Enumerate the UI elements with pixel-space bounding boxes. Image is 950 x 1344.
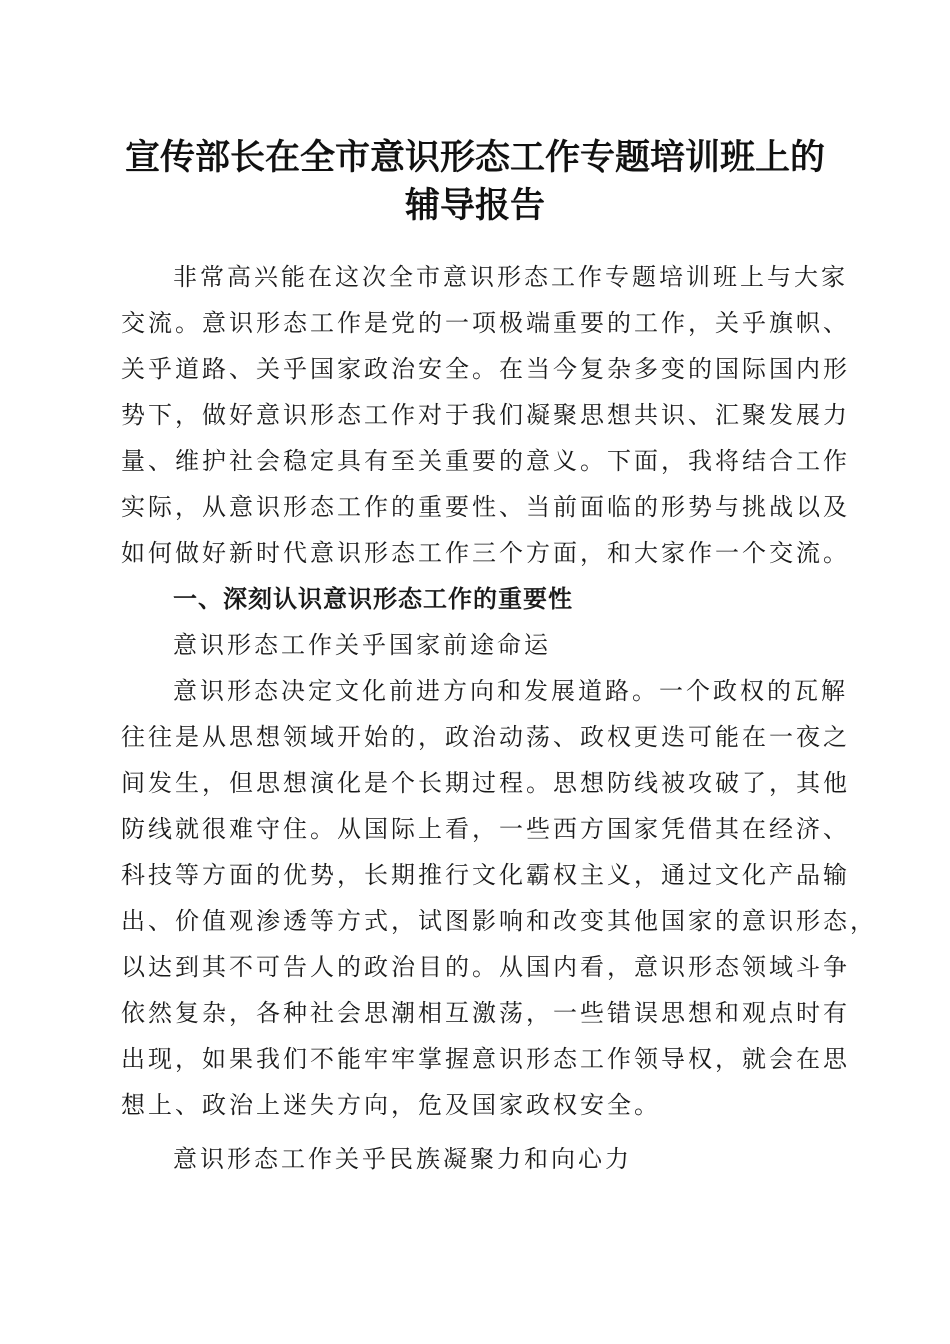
paragraph-line: 势下，做好意识形态工作对于我们凝聚思想共识、汇聚发展力 xyxy=(121,401,850,429)
paragraph-line: 科技等方面的优势，长期推行文化霸权主义，通过文化产品输 xyxy=(121,861,850,889)
paragraph-line: 意识形态决定文化前进方向和发展道路。一个政权的瓦解 xyxy=(173,677,848,705)
paragraph-line: 实际，从意识形态工作的重要性、当前面临的形势与挑战以及 xyxy=(121,493,850,521)
paragraph xyxy=(121,668,877,1128)
subheading-text: 意识形态工作关乎国家前途命运 xyxy=(173,631,551,659)
subheading xyxy=(121,622,831,668)
section-heading xyxy=(121,576,831,622)
paragraph-line: 依然复杂，各种社会思潮相互激荡，一些错误思想和观点时有 xyxy=(121,999,850,1027)
paragraph-line: 如何做好新时代意识形态工作三个方面，和大家作一个交流。 xyxy=(121,539,850,567)
paragraph-line: 量、维护社会稳定具有至关重要的意义。下面，我将结合工作 xyxy=(121,447,850,475)
paragraph xyxy=(121,254,850,576)
paragraph-line: 出、价值观渗透等方式，试图影响和改变其他国家的意识形态， xyxy=(121,907,877,935)
subheading-text: 意识形态工作关乎民族凝聚力和向心力 xyxy=(173,1145,632,1173)
paragraph-line: 以达到其不可告人的政治目的。从国内看，意识形态领域斗争 xyxy=(121,953,850,981)
paragraph-line: 往往是从思想领域开始的，政治动荡、政权更迭可能在一夜之 xyxy=(121,723,850,751)
document-title xyxy=(100,134,850,230)
title-line: 辅导报告 xyxy=(404,185,545,226)
document-body xyxy=(121,254,877,1182)
paragraph-line: 出现，如果我们不能牢牢掌握意识形态工作领导权，就会在思 xyxy=(121,1045,850,1073)
paragraph-line: 非常高兴能在这次全市意识形态工作专题培训班上与大家 xyxy=(173,263,848,291)
paragraph-gap xyxy=(121,1128,831,1136)
title-line: 宣传部长在全市意识形态工作专题培训班上的 xyxy=(124,137,825,178)
paragraph-line: 交流。意识形态工作是党的一项极端重要的工作，关乎旗帜、 xyxy=(121,309,850,337)
section-heading-text: 一、深刻认识意识形态工作的重要性 xyxy=(173,585,573,613)
paragraph-line: 间发生，但思想演化是个长期过程。思想防线被攻破了，其他 xyxy=(121,769,850,797)
paragraph-line: 防线就很难守住。从国际上看，一些西方国家凭借其在经济、 xyxy=(121,815,850,843)
paragraph-line: 想上、政治上迷失方向，危及国家政权安全。 xyxy=(121,1091,661,1119)
subheading xyxy=(121,1136,831,1182)
paragraph-line: 关乎道路、关乎国家政治安全。在当今复杂多变的国际国内形 xyxy=(121,355,850,383)
